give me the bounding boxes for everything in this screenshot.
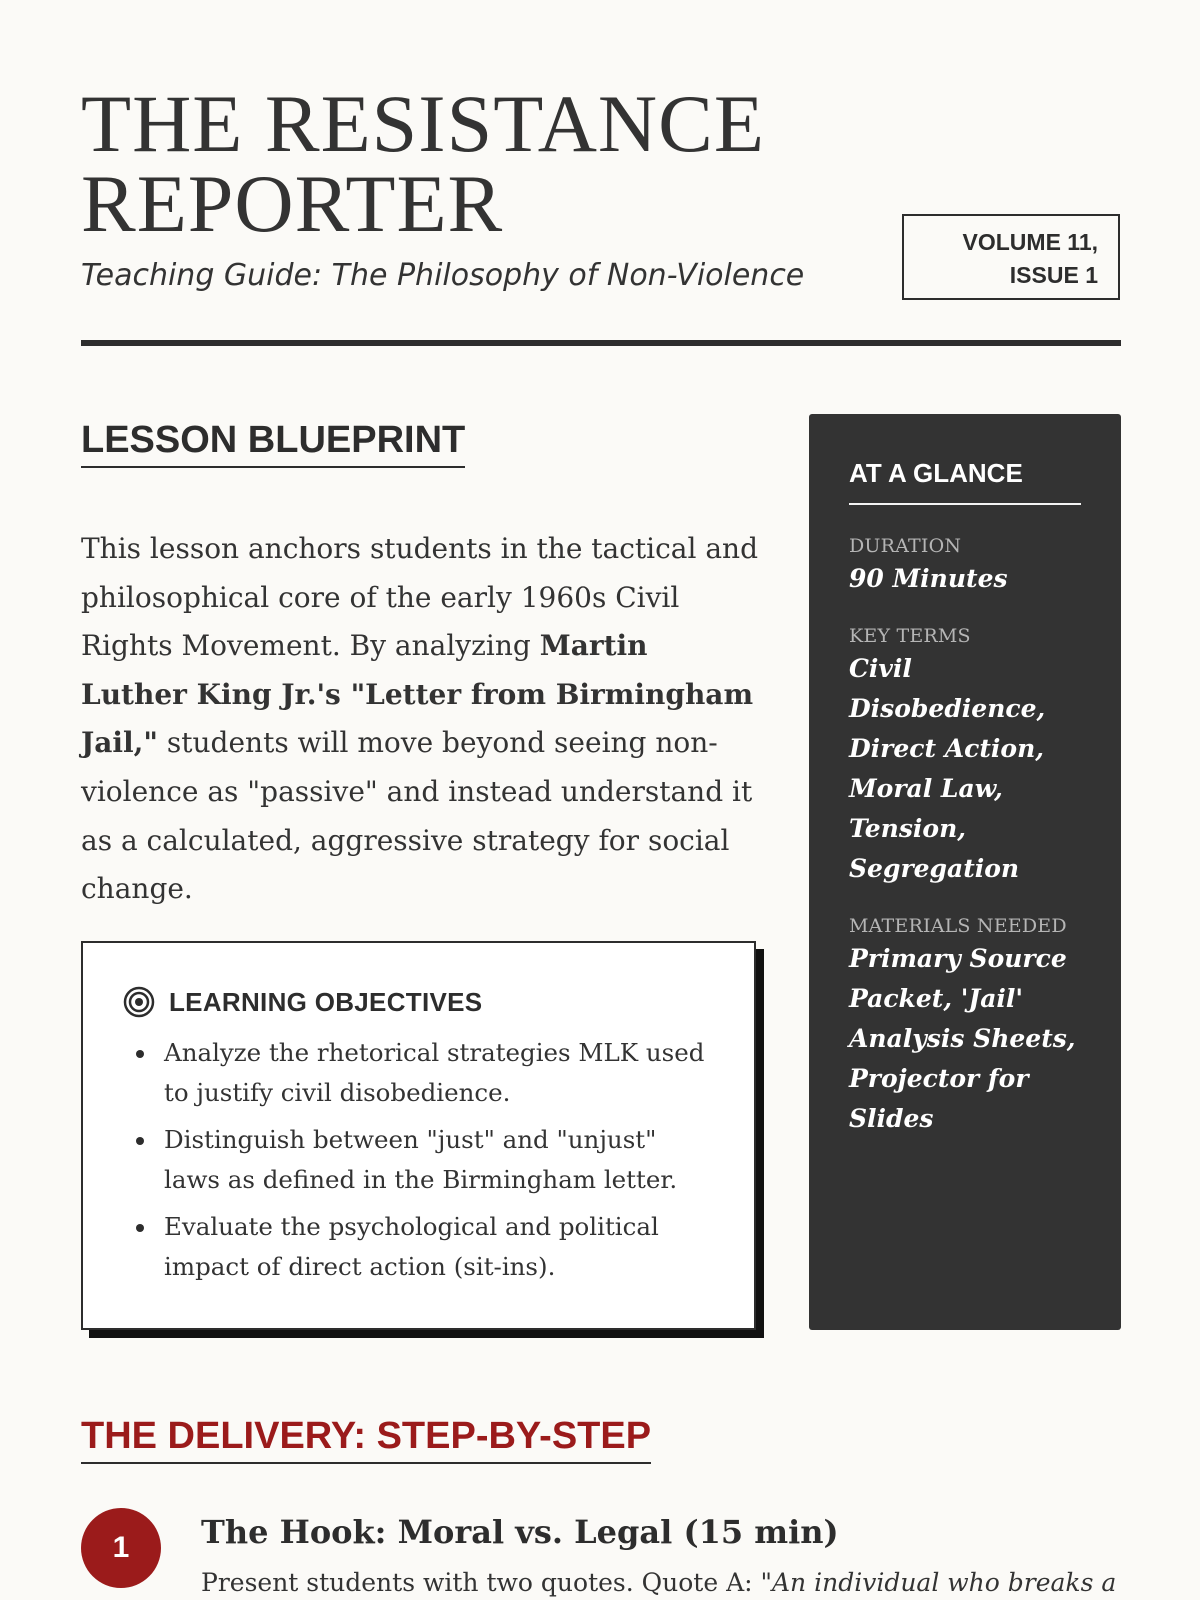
masthead-divider bbox=[81, 340, 1121, 346]
target-icon bbox=[123, 986, 155, 1018]
delivery-heading: THE DELIVERY: STEP-BY-STEP bbox=[81, 1414, 651, 1464]
key-terms-value: Civil Disobedience, Direct Action, Moral Law, Tension, Segregation bbox=[849, 654, 1046, 883]
key-terms-label: KEY TERMS bbox=[849, 625, 971, 647]
glance-title: AT A GLANCE bbox=[849, 458, 1081, 505]
subtitle: Teaching Guide: The Philosophy of Non-Violence bbox=[81, 258, 805, 293]
materials-value: Primary Source Packet, 'Jail' Analysis Sheets, Projector for Slides bbox=[849, 944, 1076, 1133]
objectives-title: LEARNING OBJECTIVES bbox=[169, 986, 483, 1017]
objectives-list bbox=[123, 1033, 714, 1287]
intro-text-bold: Martin Luther King Jr.'s "Letter from Birmingham Jail," bbox=[81, 629, 754, 760]
step-number-badge: 1 bbox=[81, 1508, 161, 1588]
issue-box bbox=[902, 214, 1120, 300]
title-line-1: THE RESISTANCE bbox=[81, 78, 765, 169]
materials-label: MATERIALS NEEDED bbox=[849, 915, 1067, 937]
intro-text-1: This lesson anchors students in the tactical and philosophical core of the early 1960s Civil Rights Movement. By analyzing bbox=[81, 532, 759, 663]
step-quote: "An individual who breaks a bbox=[760, 1568, 1117, 1597]
lesson-blueprint-heading: LESSON BLUEPRINT bbox=[81, 418, 465, 468]
issue-label: ISSUE 1 bbox=[1009, 262, 1098, 288]
step-title: The Hook: Moral vs. Legal (15 min) bbox=[201, 1513, 839, 1551]
objective-item: Analyze the rhetorical strategies MLK used to justify civil disobedience. bbox=[123, 1033, 714, 1113]
volume-label: VOLUME 11, bbox=[962, 229, 1098, 255]
learning-objectives-box bbox=[81, 941, 756, 1330]
duration-label: DURATION bbox=[849, 535, 962, 557]
objective-item: Evaluate the psychological and political impact of direct action (sit-ins). bbox=[123, 1207, 714, 1287]
at-a-glance-sidebar bbox=[809, 414, 1121, 1330]
intro-text-2: students will move beyond seeing non-violence as "passive" and instead understand it as a calculated, aggressive strategy for social change. bbox=[81, 726, 753, 906]
step-text-prefix: Present students with two quotes. Quote A: bbox=[201, 1568, 761, 1597]
title-line-2: REPORTER bbox=[81, 158, 504, 249]
lesson-intro bbox=[81, 525, 761, 914]
duration-value: 90 Minutes bbox=[849, 564, 1008, 593]
objectives-header bbox=[123, 985, 714, 1019]
step-description bbox=[201, 1563, 1121, 1600]
objective-item: Distinguish between "just" and "unjust" laws as defined in the Birmingham letter. bbox=[123, 1120, 714, 1200]
